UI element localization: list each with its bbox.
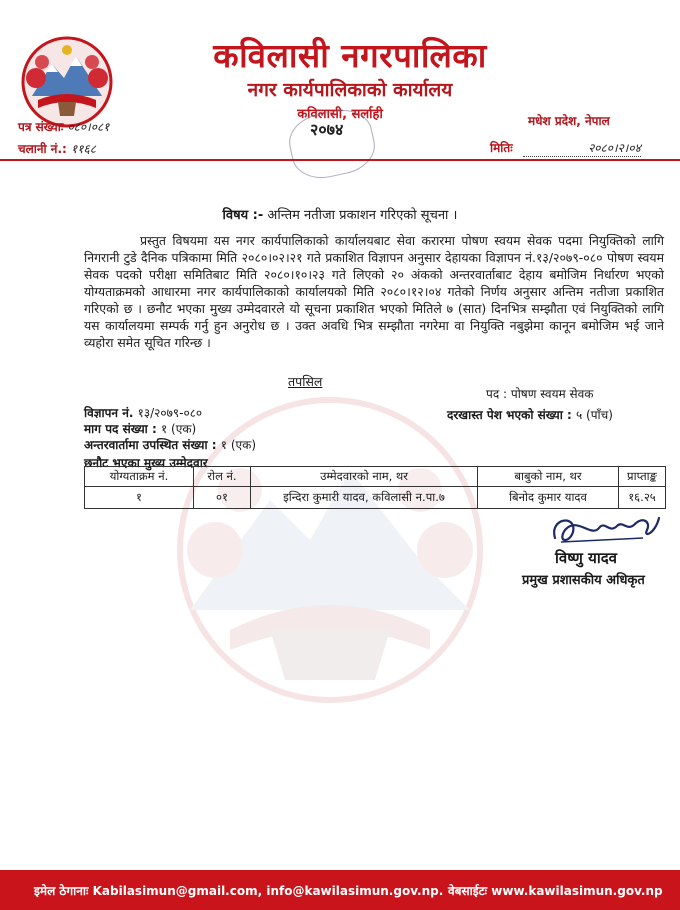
col-rank: योग्यताक्रम नं. bbox=[85, 467, 194, 487]
col-roll: रोल नं. bbox=[194, 467, 251, 487]
cell-rank: १ bbox=[85, 487, 194, 509]
interview-value: १ (एक) bbox=[220, 438, 257, 452]
results-table bbox=[84, 466, 666, 509]
col-candidate: उम्मेदवारको नाम, थर bbox=[251, 467, 478, 487]
footer-bar bbox=[0, 870, 680, 910]
chalani-label: चलानी नं.: bbox=[18, 142, 67, 156]
table-caption: छनौट भएका मुख्य उम्मेदवार bbox=[84, 456, 208, 470]
vacancy-line bbox=[84, 404, 202, 421]
vacancy-label: विज्ञापन नं. bbox=[84, 406, 134, 420]
demand-label: माग पद संख्या : bbox=[84, 422, 157, 436]
date-label: मितिः bbox=[490, 141, 513, 155]
chalani-number bbox=[18, 140, 96, 157]
col-marks: प्राप्ताङ्क bbox=[619, 467, 666, 487]
post-value: पोषण स्वयम सेवक bbox=[510, 387, 594, 401]
signature-mark bbox=[547, 508, 663, 550]
email-label: इमेल ठेगानाः bbox=[34, 884, 89, 898]
demand-line bbox=[84, 420, 196, 437]
post-label: पद : bbox=[486, 387, 508, 401]
signatory-name: विष्णु यादव bbox=[555, 549, 618, 567]
stamp-year: २०७४ bbox=[310, 120, 344, 139]
cell-candidate: इन्दिरा कुमारी यादव, कविलासी न.पा.७ bbox=[251, 487, 478, 509]
footer-email bbox=[34, 882, 443, 899]
website-label: वेबसाईटः bbox=[448, 884, 488, 898]
table-header-row bbox=[85, 467, 666, 487]
office-address: कविलासी, सर्लाही bbox=[297, 107, 383, 122]
patra-label: पत्र संख्याः bbox=[18, 120, 64, 134]
table-row bbox=[85, 487, 666, 509]
applications-line bbox=[447, 406, 613, 423]
letter-date bbox=[490, 139, 641, 157]
subject-line bbox=[0, 205, 680, 223]
interview-label: अन्तरवार्तामा उपस्थित संख्या : bbox=[84, 438, 217, 452]
office-subtitle: नगर कार्यपालिकाको कार्यालय bbox=[247, 79, 453, 101]
province: मधेश प्रदेश, नेपाल bbox=[528, 114, 610, 128]
cell-father: बिनोद कुमार यादव bbox=[478, 487, 619, 509]
cell-roll: ०१ bbox=[194, 487, 251, 509]
patra-sankhya bbox=[18, 118, 109, 135]
notice-body: प्रस्तुत विषयमा यस नगर कार्यपालिकाको कार्यालयबाट सेवा करारमा पोषण स्वयम सेवक पदमा नियुक्तिको लागि निगरानी टुडे दैनिक पत्रिकामा मिति २०८०।०२।२१ गते प्रकाशित विज्ञापन अनुसार देहायका विज्ञापन नं.१३/२०७९-०८० पोषण स्वयम सेवक पदको परीक्षा समितिबाट मिति २०८०।१०।२३ गते लिएको २० अंकको अन्तरवार्ताबाट देहाय बमोजिम निर्धारण भएको योग्यताक्रमको आधारमा नगर कार्यपालिकाको कार्यालयको मिति २०८०।१२।०४ गतेको निर्णय अनुसार अन्तिम नतीजा प्रकाशित गरिएको छ । छनौट भएका मुख्य उम्मेदवारले यो सूचना प्रकाशित भएको मितिले ७ (सात) दिनभित्र सम्झौता एवं नियुक्तिको लागि यस कार्यालयमा सम्पर्क गर्नु हुन अनुरोध छ । उक्त अवधि भित्र सम्झौता नगरेमा वा नियुक्ति नबुझेमा कानून बमोजिम भई जाने व्यहोरा समेत सूचित गरिन्छ । bbox=[84, 233, 664, 350]
col-father: बाबुको नाम, थर bbox=[478, 467, 619, 487]
cell-marks: १६.२५ bbox=[619, 487, 666, 509]
subject-label: विषय :- bbox=[222, 208, 264, 223]
date-value: २०८०।२।०४ bbox=[523, 139, 641, 157]
email-value[interactable]: Kabilasimun@gmail.com, info@kawilasimun.gov.np. bbox=[92, 884, 444, 898]
subject-text: अन्तिम नतीजा प्रकाशन गरिएको सूचना । bbox=[267, 208, 458, 223]
applications-value: ५ (पाँच) bbox=[575, 408, 613, 422]
nepal-emblem-icon bbox=[18, 36, 116, 128]
chalani-value: ११६८ bbox=[71, 142, 96, 156]
details-heading: तपसिल bbox=[288, 374, 323, 389]
footer-website bbox=[448, 882, 663, 899]
applications-label: दरखास्त पेश भएको संख्या : bbox=[447, 408, 572, 422]
patra-value: ०८०।०८१ bbox=[67, 120, 110, 134]
office-name: कविलासी नगरपालिका bbox=[213, 36, 487, 75]
post-line bbox=[486, 385, 594, 402]
signatory-title: प्रमुख प्रशासकीय अधिकृत bbox=[522, 573, 645, 588]
website-value[interactable]: www.kawilasimun.gov.np bbox=[491, 884, 663, 898]
header-divider bbox=[0, 159, 680, 161]
demand-value: १ (एक) bbox=[160, 422, 197, 436]
vacancy-value: १३/२०७९-०८० bbox=[137, 406, 203, 420]
interview-line bbox=[84, 436, 256, 453]
